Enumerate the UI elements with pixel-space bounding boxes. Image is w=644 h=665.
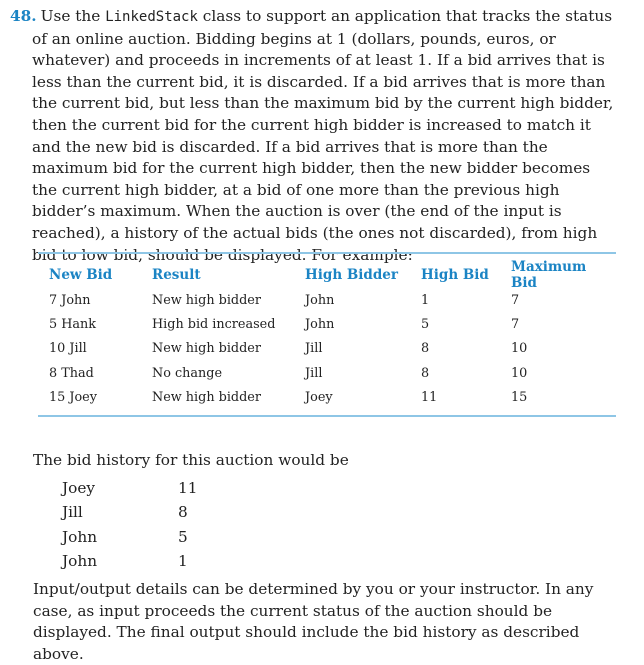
cell-high-bid: 5 bbox=[421, 317, 430, 333]
header-new-bid: New Bid bbox=[49, 267, 113, 283]
cell-high-bid: 8 bbox=[421, 365, 430, 381]
class-name-code: LinkedStack bbox=[105, 9, 198, 25]
bid-history-list bbox=[62, 476, 197, 573]
history-intro: The bid history for this auction would be bbox=[33, 451, 349, 469]
cell-high-bidder: Joey bbox=[305, 390, 333, 406]
history-entry bbox=[62, 500, 197, 524]
table-header-row bbox=[38, 259, 616, 291]
problem-text-rest: class to support an application that tracks the status of an online auction. Bidding begins at 1 (dollars, pounds, euros, or whatever) and proceeds in increments of at least 1. If a bid arrives that is less than the current bid, it is discarded. If a bid arrives that is more than the current bid, but less than the maximum bid by the current high bidder, then the current bid for the current high bidder is increased to match it and the new bid is discarded. If a bid arrives that is more than the maximum bid for the current high bidder, then the new bidder becomes the current high bidder, at a bid of one more than the previous high bidder’s maximum. When the auction is over (the end of the input is reached), a history of the actual bids (the ones not discarded), from high bid to low bid, should be displayed. For example: bbox=[32, 7, 614, 264]
cell-high-bid: 11 bbox=[421, 390, 438, 406]
history-name: Jill bbox=[62, 503, 83, 522]
table-row bbox=[38, 386, 616, 410]
cell-maximum-bid: 7 bbox=[511, 317, 520, 333]
cell-result: New high bidder bbox=[152, 390, 261, 406]
cell-new-bid: 7 John bbox=[49, 292, 91, 308]
history-bid: 8 bbox=[178, 503, 188, 522]
table-row bbox=[38, 361, 616, 385]
cell-high-bidder: Jill bbox=[305, 341, 323, 357]
cell-high-bidder: John bbox=[305, 317, 335, 333]
cell-high-bidder: Jill bbox=[305, 365, 323, 381]
header-maximum-bid: Maximum Bid bbox=[511, 259, 587, 291]
problem-statement bbox=[10, 6, 620, 266]
cell-maximum-bid: 10 bbox=[511, 365, 528, 381]
cell-result: New high bidder bbox=[152, 341, 261, 357]
cell-new-bid: 8 Thad bbox=[49, 365, 94, 381]
table-row bbox=[38, 312, 616, 336]
history-name: John bbox=[62, 527, 98, 546]
cell-new-bid: 15 Joey bbox=[49, 390, 97, 406]
cell-maximum-bid: 15 bbox=[511, 390, 528, 406]
history-bid: 1 bbox=[178, 552, 188, 571]
cell-result: New high bidder bbox=[152, 292, 261, 308]
cell-high-bidder: John bbox=[305, 292, 335, 308]
history-entry bbox=[62, 525, 197, 549]
header-high-bidder: High Bidder bbox=[305, 267, 398, 283]
table-row bbox=[38, 337, 616, 361]
history-bid: 11 bbox=[178, 479, 198, 498]
bid-table bbox=[38, 252, 616, 417]
cell-new-bid: 10 Jill bbox=[49, 341, 87, 357]
cell-new-bid: 5 Hank bbox=[49, 317, 96, 333]
cell-high-bid: 8 bbox=[421, 341, 430, 357]
history-bid: 5 bbox=[178, 527, 188, 546]
problem-text-start: Use the bbox=[40, 7, 106, 25]
problem-number: 48. bbox=[10, 7, 37, 25]
history-name: Joey bbox=[62, 479, 96, 498]
cell-result: High bid increased bbox=[152, 317, 276, 333]
history-name: John bbox=[62, 552, 98, 571]
cell-high-bid: 1 bbox=[421, 292, 430, 308]
history-entry bbox=[62, 549, 197, 573]
closing-paragraph: Input/output details can be determined by you or your instructor. In any case, as input proceeds the current status of the auction should be displayed. The final output should include the bid history as described above. bbox=[33, 580, 594, 663]
table-row bbox=[38, 288, 616, 312]
history-entry bbox=[62, 476, 197, 500]
cell-maximum-bid: 10 bbox=[511, 341, 528, 357]
header-high-bid: High Bid bbox=[421, 267, 489, 283]
cell-result: No change bbox=[152, 365, 223, 381]
header-result: Result bbox=[152, 267, 201, 283]
cell-maximum-bid: 7 bbox=[511, 292, 520, 308]
problem-paragraph bbox=[10, 6, 620, 266]
